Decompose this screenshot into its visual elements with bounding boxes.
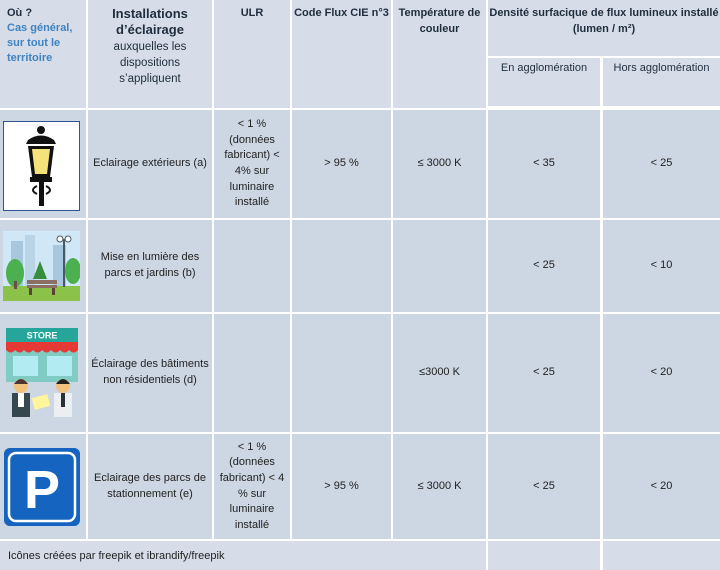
row-cie xyxy=(292,220,391,312)
row-label: Mise en lumière des parcs et jardins (b) xyxy=(88,220,212,312)
row-ulr xyxy=(214,220,290,312)
where-header xyxy=(0,0,86,108)
row-cie: > 95 % xyxy=(292,110,391,218)
row-en-agglomeration: < 25 xyxy=(488,314,600,432)
parking-icon xyxy=(4,448,80,526)
row-en-agglomeration: < 25 xyxy=(488,220,600,312)
street-lamp-icon xyxy=(3,121,80,211)
row-hors-agglomeration: < 20 xyxy=(603,314,720,432)
row-hors-agglomeration: < 20 xyxy=(603,434,720,539)
where-title: Où ? xyxy=(7,7,33,19)
temp-header: Température de couleur xyxy=(393,0,486,108)
row-temp: ≤ 3000 K xyxy=(393,110,486,218)
row-label: Eclairage extérieurs (a) xyxy=(88,110,212,218)
row-temp: ≤3000 K xyxy=(393,314,486,432)
row-temp xyxy=(393,220,486,312)
footer-filler xyxy=(603,541,720,570)
installations-title: Installations d’éclairage xyxy=(112,6,188,38)
ulr-header: ULR xyxy=(214,0,290,108)
row-temp: ≤ 3000 K xyxy=(393,434,486,539)
row-ulr: < 1 % (données fabricant) < 4% sur luminaire installé xyxy=(214,110,290,218)
footer-credits: Icônes créées par freepik et ibrandify/freepik xyxy=(0,541,486,570)
installations-subtitle: auxquelles les dispositions s’appliquent xyxy=(113,40,187,86)
hors-agglomeration-header: Hors agglomération xyxy=(603,58,720,106)
installations-header xyxy=(88,0,212,108)
row-cie xyxy=(292,314,391,432)
row-hors-agglomeration: < 25 xyxy=(603,110,720,218)
store-sign-text: STORE xyxy=(26,330,58,341)
parking-letter: P xyxy=(23,460,61,520)
row-label: Éclairage des bâtiments non résidentiels (d) xyxy=(88,314,212,432)
row-label: Eclairage des parcs de stationnement (e) xyxy=(88,434,212,539)
row-en-agglomeration: < 25 xyxy=(488,434,600,539)
footer-filler xyxy=(488,541,600,570)
row-cie: > 95 % xyxy=(292,434,391,539)
row-hors-agglomeration: < 10 xyxy=(603,220,720,312)
en-agglomeration-header: En agglomération xyxy=(488,58,600,106)
where-subtitle: Cas général, sur tout le territoire xyxy=(7,21,73,64)
park-bench-icon xyxy=(3,231,80,301)
cie-header: Code Flux CIE n°3 xyxy=(292,0,391,108)
row-ulr: < 1 % (données fabricant) < 4 % sur luminaire installé xyxy=(214,434,290,539)
store-icon xyxy=(3,326,81,419)
density-header: Densité surfacique de flux lumineux installé (lumen / m²) xyxy=(488,0,720,56)
row-en-agglomeration: < 35 xyxy=(488,110,600,218)
row-ulr xyxy=(214,314,290,432)
